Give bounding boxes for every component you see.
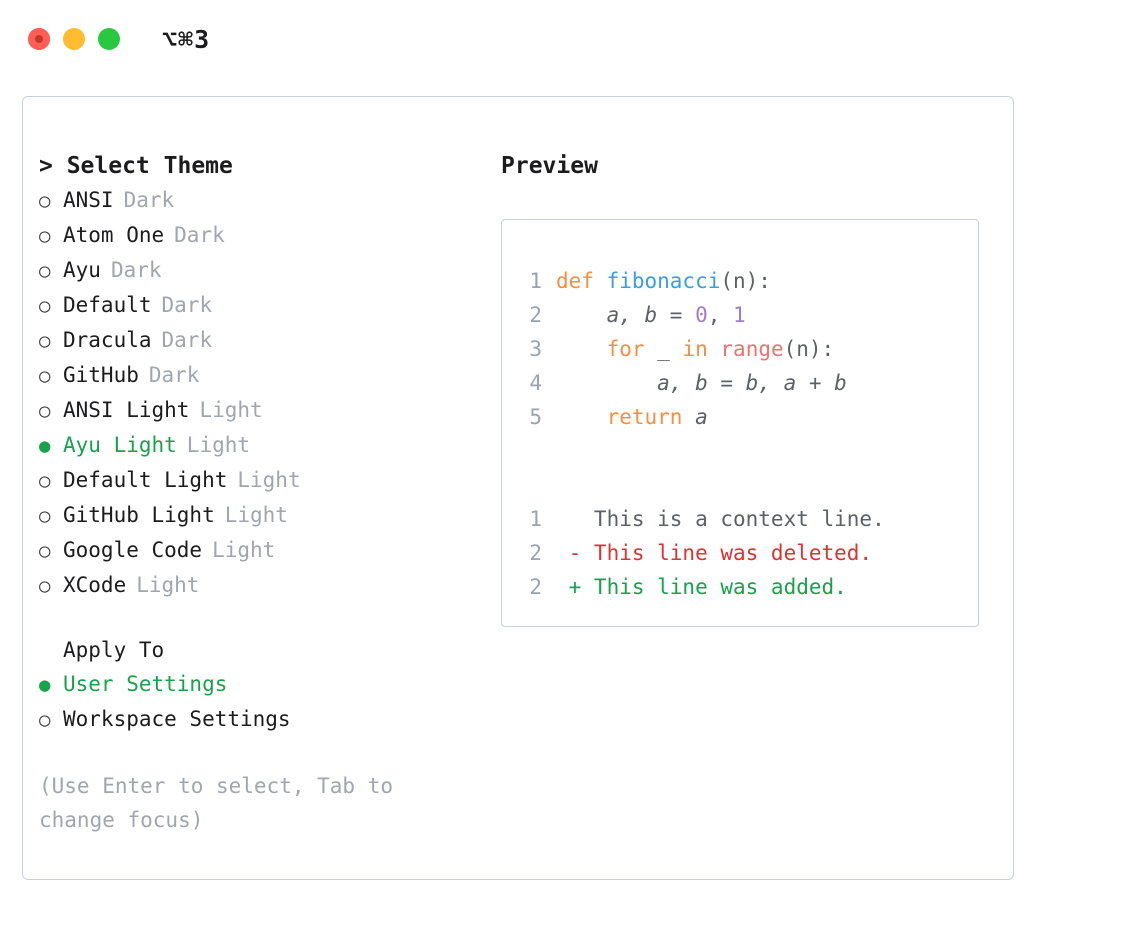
line-number: 2 xyxy=(529,575,542,599)
preview-column xyxy=(501,149,1001,627)
diff-text: + This line was added. xyxy=(556,575,847,599)
theme-variant: Light xyxy=(186,433,251,457)
line-number: 2 xyxy=(529,541,542,565)
code-line xyxy=(502,366,978,400)
theme-name: Atom One xyxy=(63,223,165,247)
radio-icon: ○ xyxy=(39,225,51,247)
theme-name: Ayu xyxy=(63,258,101,282)
select-theme-heading: > Select Theme xyxy=(39,153,233,179)
theme-option-default-dark[interactable] xyxy=(39,288,479,323)
theme-variant: Dark xyxy=(148,363,200,387)
theme-list xyxy=(39,183,479,603)
keyboard-hint-text: (Use Enter to select, Tab to change focus) xyxy=(39,774,394,832)
theme-option-ayu-light[interactable] xyxy=(39,428,479,463)
code-text: a, b = b, a + b xyxy=(556,371,847,395)
theme-variant: Dark xyxy=(110,258,162,282)
radio-icon: ○ xyxy=(39,575,51,597)
apply-option-workspace-settings[interactable] xyxy=(39,702,479,737)
radio-icon: ○ xyxy=(39,330,51,352)
spacer xyxy=(502,434,978,468)
radio-icon: ○ xyxy=(39,400,51,422)
code-text: a, b = 0, 1 xyxy=(556,303,746,327)
line-number: 1 xyxy=(529,507,542,531)
radio-icon: ○ xyxy=(39,190,51,212)
theme-variant: Dark xyxy=(174,223,225,247)
theme-option-google-code[interactable] xyxy=(39,533,479,568)
theme-name: GitHub Light xyxy=(63,503,215,527)
theme-variant: Light xyxy=(199,398,263,422)
theme-name: ANSI Light xyxy=(63,398,190,422)
apply-option-user-settings[interactable] xyxy=(39,667,479,702)
apply-to-heading: Apply To xyxy=(63,638,165,662)
theme-option-xcode[interactable] xyxy=(39,568,479,603)
keyboard-shortcut-label: ⌥⌘3 xyxy=(162,24,211,54)
theme-name: XCode xyxy=(63,573,127,597)
theme-option-ayu-dark[interactable] xyxy=(39,253,479,288)
code-line xyxy=(502,332,978,366)
code-line xyxy=(502,264,978,298)
radio-icon: ○ xyxy=(39,470,51,492)
preview-heading: Preview xyxy=(501,153,598,179)
traffic-light-buttons xyxy=(28,28,120,50)
theme-option-ansi-light[interactable] xyxy=(39,393,479,428)
radio-icon: ○ xyxy=(39,260,51,282)
code-line xyxy=(502,400,978,434)
theme-variant: Light xyxy=(136,573,200,597)
theme-variant: Dark xyxy=(161,293,213,317)
diff-line-added xyxy=(502,570,978,604)
preview-box xyxy=(501,219,979,627)
close-window-button[interactable] xyxy=(28,28,50,50)
theme-variant: Dark xyxy=(123,188,175,212)
code-text: def fibonacci(n): xyxy=(556,269,771,293)
radio-icon-selected: ● xyxy=(39,435,51,457)
theme-name: Dracula xyxy=(63,328,152,352)
diff-text: This is a context line. xyxy=(556,507,885,531)
line-number: 4 xyxy=(529,371,542,395)
line-number: 2 xyxy=(529,303,542,327)
theme-name: GitHub xyxy=(63,363,139,387)
apply-option-label: Workspace Settings xyxy=(63,707,291,731)
line-number: 1 xyxy=(529,269,542,293)
theme-name: Google Code xyxy=(63,538,203,562)
theme-variant: Dark xyxy=(161,328,213,352)
code-line xyxy=(502,298,978,332)
radio-icon: ○ xyxy=(39,505,51,527)
spacer xyxy=(39,603,479,633)
radio-icon: ○ xyxy=(39,540,51,562)
diff-line-deleted xyxy=(502,536,978,570)
theme-name: Default Light xyxy=(63,468,228,492)
theme-name: Default xyxy=(63,293,152,317)
theme-picker-panel xyxy=(22,96,1014,880)
code-text: return a xyxy=(606,405,708,429)
radio-icon-selected: ● xyxy=(39,674,51,696)
apply-option-label: User Settings xyxy=(63,672,228,696)
theme-option-default-light[interactable] xyxy=(39,463,479,498)
diff-line-context xyxy=(502,502,978,536)
theme-variant: Light xyxy=(237,468,301,492)
title-bar xyxy=(0,0,1140,78)
theme-selection-column xyxy=(39,149,479,837)
theme-option-github-dark[interactable] xyxy=(39,358,479,393)
theme-option-github-light[interactable] xyxy=(39,498,479,533)
minimize-window-button[interactable] xyxy=(63,28,85,50)
line-number: 3 xyxy=(529,337,542,361)
diff-text: - This line was deleted. xyxy=(556,541,873,565)
line-number: 5 xyxy=(529,405,542,429)
theme-variant: Light xyxy=(212,538,276,562)
radio-icon: ○ xyxy=(39,365,51,387)
theme-option-ansi-dark[interactable] xyxy=(39,183,479,218)
radio-icon: ○ xyxy=(39,709,51,731)
code-text: for _ in range(n): xyxy=(606,337,835,361)
theme-name: Ayu Light xyxy=(63,433,177,457)
radio-icon: ○ xyxy=(39,295,51,317)
zoom-window-button[interactable] xyxy=(98,28,120,50)
theme-name: ANSI xyxy=(63,188,114,212)
spacer xyxy=(502,468,978,502)
theme-option-atom-one-dark[interactable] xyxy=(39,218,479,253)
theme-variant: Light xyxy=(224,503,288,527)
theme-option-dracula-dark[interactable] xyxy=(39,323,479,358)
